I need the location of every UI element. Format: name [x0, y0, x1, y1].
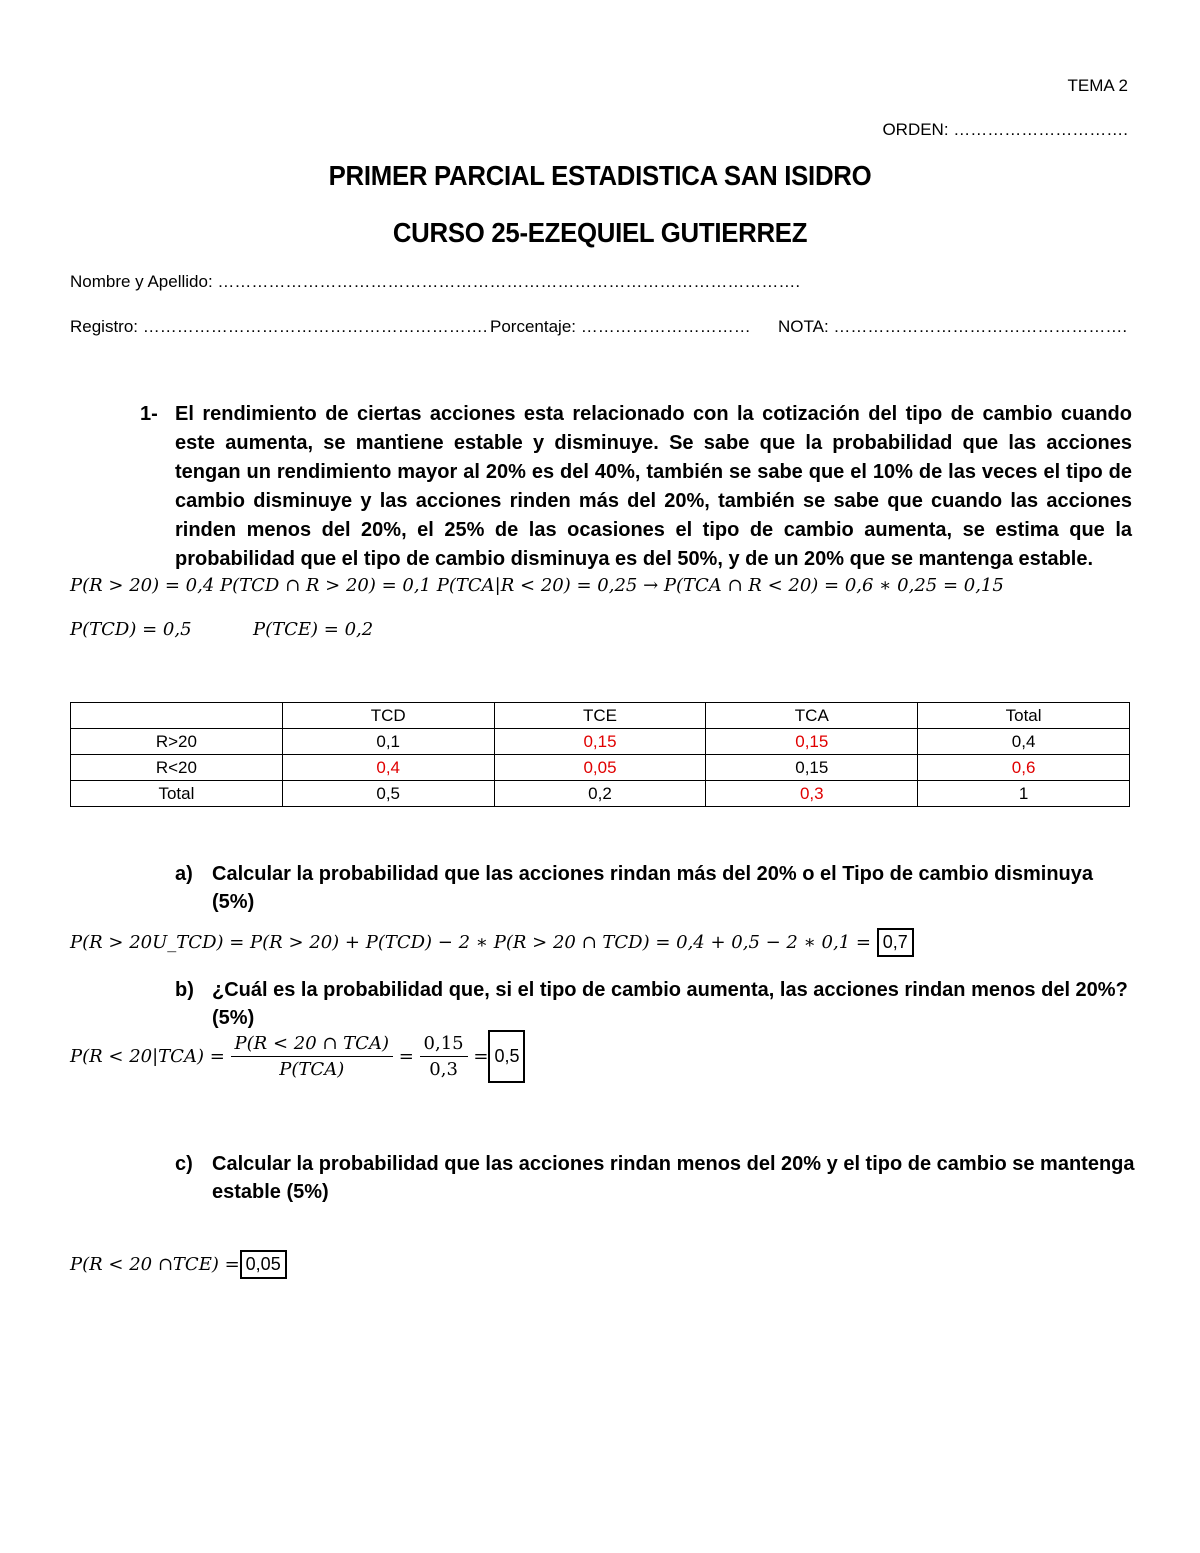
answer-b-box: 0,5 [488, 1030, 525, 1083]
page-title: PRIMER PARCIAL ESTADISTICA SAN ISIDRO [328, 160, 872, 191]
answer-a-box: 0,7 [877, 928, 914, 957]
question-c [175, 1150, 1135, 1206]
table-cell: 0,5 [282, 781, 494, 807]
table-header-row [71, 703, 1130, 729]
answer-b-formula: P(R < 20|TCA) = $\frac{\text{P(R < 20 ∩ TCA)}}{\text{P(TCA)}}$ = $\frac{0,15}{0,3}$ = 0,5 [70, 1030, 525, 1083]
problem-text: El rendimiento de ciertas acciones esta relacionado con la cotización del tipo de cambio cuando este aumenta, se mantiene estable y disminuye. Se sabe que la probabilidad que las acciones tengan un rendimiento mayor al 20% es del 40%, también se sabe que el 10% de las veces el tipo de cambio disminuye y las acciones rinden más del 20%, también se sabe que cuando las acciones rinden menos del 20%, el 25% de las ocasiones el tipo de cambio aumenta, se estima que la probabilidad que el tipo de cambio disminuya es del 50%, y de un 20% que se mantenga estable. [175, 403, 1132, 570]
table-header-cell: TCE [494, 703, 706, 729]
table-row [71, 781, 1130, 807]
question-b [175, 976, 1135, 1032]
probability-table [70, 702, 1130, 807]
question-b-label: b) [175, 979, 194, 1001]
page-subtitle: CURSO 25-EZEQUIEL GUTIERREZ [392, 217, 808, 248]
table-cell: 1 [918, 781, 1130, 807]
table-cell: 0,1 [282, 729, 494, 755]
answer-a-equation: P(R > 20U_TCD) = P(R > 20) + P(TCD) − 2 ∗ P(R > 20 ∩ TCD) = 0,4 + 0,5 − 2 ∗ 0,1 = [70, 932, 871, 953]
row-label: Total [71, 781, 283, 807]
table-cell: 0,4 [282, 755, 494, 781]
question-a-label: a) [175, 863, 193, 885]
table-cell: 0,15 [494, 729, 706, 755]
answer-c-formula [70, 1250, 287, 1279]
question-a-text: Calcular la probabilidad que las acciones rindan más del 20% o el Tipo de cambio disminuya (5%) [212, 863, 1094, 913]
table-row [71, 755, 1130, 781]
fraction-1-denominator: P(TCA) [279, 1059, 345, 1080]
question-b-text: ¿Cuál es la probabilidad que, si el tipo de cambio aumenta, las acciones rindan menos del 20%? (5%) [212, 979, 1128, 1029]
row-label: R>20 [71, 729, 283, 755]
table-cell: 0,15 [706, 729, 918, 755]
question-c-label: c) [175, 1153, 193, 1175]
table-cell: 0,6 [918, 755, 1130, 781]
fraction-1-numerator: P(R < 20 ∩ TCA) [231, 1033, 393, 1057]
answer-b-fraction-1 [231, 1033, 393, 1080]
table-row [71, 729, 1130, 755]
problem-statement [140, 400, 1132, 574]
answer-c-equation: P(R < 20 ∩TCE) = [70, 1254, 240, 1275]
fraction-2-numerator: 0,15 [420, 1033, 468, 1057]
table-header-cell [71, 703, 283, 729]
answer-b-lhs: P(R < 20|TCA) = [70, 1046, 225, 1067]
answer-b-fraction-2 [420, 1033, 468, 1080]
table-header-cell: Total [918, 703, 1130, 729]
table-cell: 0,3 [706, 781, 918, 807]
question-c-text: Calcular la probabilidad que las acciones rindan menos del 20% y el tipo de cambio se mantenga estable (5%) [212, 1153, 1135, 1203]
givens-p-tcd: P(TCD) = 0,5 [70, 619, 192, 640]
porcentaje-field: Porcentaje: ………………………… [490, 317, 751, 336]
nota-field: NOTA: ……………………………………………. [778, 317, 1128, 336]
answer-a-formula [70, 928, 914, 957]
fraction-2-denominator: 0,3 [429, 1059, 458, 1080]
table-cell: 0,05 [494, 755, 706, 781]
table-cell: 0,2 [494, 781, 706, 807]
givens-line-1: P(R > 20) = 0,4 P(TCD ∩ R > 20) = 0,1 P(TCA|R < 20) = 0,25 → P(TCA ∩ R < 20) = 0,6 ∗ 0,25 = 0,15 [70, 575, 1004, 596]
tema-label: TEMA 2 [1067, 76, 1128, 95]
table-cell: 0,15 [706, 755, 918, 781]
table-header-cell: TCA [706, 703, 918, 729]
answer-c-box: 0,05 [240, 1250, 287, 1279]
givens-p-tce: P(TCE) = 0,2 [253, 619, 374, 640]
question-a [175, 860, 1135, 916]
table-cell: 0,4 [918, 729, 1130, 755]
problem-number: 1- [140, 403, 158, 425]
orden-field: ORDEN: …………………………. [882, 120, 1128, 139]
nombre-field: Nombre y Apellido: …………………………………………………………………………………………. [70, 272, 801, 291]
table-header-cell: TCD [282, 703, 494, 729]
registro-field: Registro: ……………………………………………………. [70, 317, 488, 336]
row-label: R<20 [71, 755, 283, 781]
